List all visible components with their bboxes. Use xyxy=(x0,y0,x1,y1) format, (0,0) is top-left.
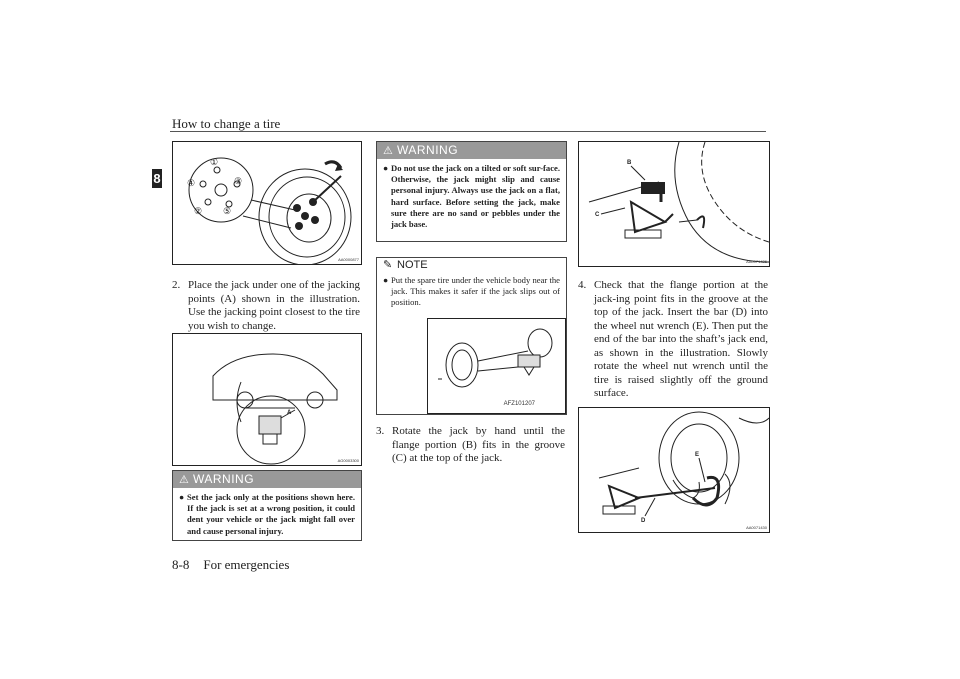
figure-wheel-nuts xyxy=(172,141,362,265)
note-box-spare-tire: ✎ NOTE ● Put the spare tire under the vehicle body near the jack. This makes it safer if the jack slips out of position. AFZ101207 xyxy=(376,257,567,415)
warning-box-jack-surface: ⚠ WARNING ● Do not use the jack on a tilted or soft sur-face. Otherwise, the jack might slip and cause personal injury. Always use the jack on a flat, hard surface. Before setting the jack, make sure there are no sand or pebbles under the jack base. xyxy=(376,141,567,242)
label-b: B xyxy=(627,160,632,166)
warning-header: ⚠ WARNING xyxy=(377,142,566,159)
note-header: ✎ NOTE xyxy=(377,258,566,273)
figure-jack-bar xyxy=(578,407,770,533)
figure-code: AA0071426 xyxy=(746,259,767,264)
bullet-icon: ● xyxy=(383,163,389,173)
nut-label-3: ③ xyxy=(234,176,243,186)
page-header-title: How to change a tire xyxy=(172,116,281,131)
section-name: For emergencies xyxy=(203,557,290,572)
label-c: C xyxy=(595,212,600,218)
page-number: 8-8 xyxy=(172,557,190,572)
bullet-icon: ● xyxy=(179,492,185,502)
step-4: 4. Check that the flange portion at the jack-ing point fits in the groove at the top of the jack. Insert the bar (D) into the wheel nut wrench (E). Then put the end of the bar into the shaft’s jack end, as shown in the illustration. Slowly rotate the wheel nut wrench until the tire is raised slightly off the ground surface. xyxy=(578,279,768,399)
figure-code: AA0071430 xyxy=(746,525,767,530)
nut-label-4: ④ xyxy=(187,178,196,188)
warning-box-jack-position: ⚠ WARNING ● Set the jack only at the positions shown here. If the jack is set at a wrong position, it could dent your vehicle or the jack might fall over and cause personal injury. xyxy=(172,470,362,541)
figure-jack-flange xyxy=(578,141,770,267)
nut-label-2: ② xyxy=(194,206,203,216)
figure-code: AG0003300 xyxy=(337,458,359,463)
label-d: D xyxy=(641,518,646,524)
step-3: 3. Rotate the jack by hand until the flange portion (B) fits in the groove (C) at the top of the jack. xyxy=(376,425,565,464)
warning-header: ⚠ WARNING xyxy=(173,471,361,488)
label-a: A xyxy=(287,410,292,416)
chapter-tab: 8 xyxy=(153,171,161,186)
figure-spare-tire xyxy=(427,318,566,414)
step-2: 2. Place the jack under one of the jacking points (A) shown in the illustration. Use the jacking point closest to the tire you wish to change. xyxy=(172,279,360,332)
pencil-icon: ✎ xyxy=(383,259,393,271)
bullet-icon: ● xyxy=(383,275,389,285)
header-rule xyxy=(170,131,766,132)
nut-label-5: ⑤ xyxy=(223,206,232,216)
nut-label-1: ① xyxy=(210,157,219,167)
warning-triangle-icon: ⚠ xyxy=(179,474,190,486)
page-footer xyxy=(172,557,303,573)
label-e: E xyxy=(695,452,700,458)
warning-triangle-icon: ⚠ xyxy=(383,145,394,157)
figure-code: AA0000877 xyxy=(338,257,359,262)
figure-jack-points xyxy=(172,333,362,466)
figure-code: AFZ101207 xyxy=(503,401,535,407)
